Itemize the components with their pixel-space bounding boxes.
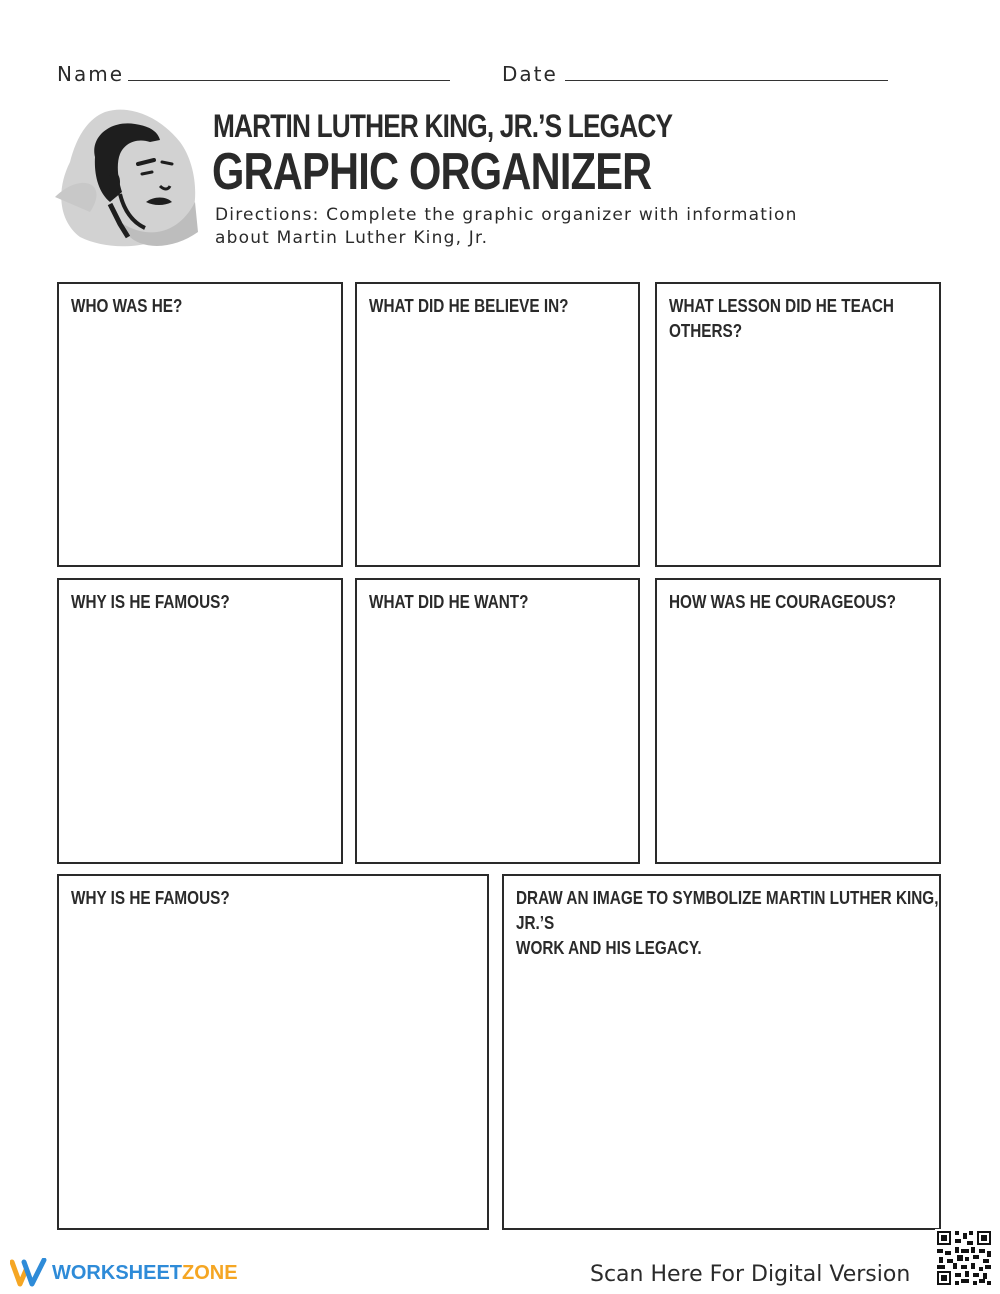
answer-box-why-famous[interactable]: [57, 578, 343, 864]
logo-wordmark: [52, 1262, 238, 1285]
directions-text: [215, 204, 855, 250]
answer-box-what-did-he-want[interactable]: [355, 578, 640, 864]
box-label: WHAT LESSON DID HE TEACH OTHERS?: [669, 296, 894, 341]
answer-box-what-lesson[interactable]: [655, 282, 941, 567]
box-label: WHO WAS HE?: [71, 296, 183, 316]
name-label: Name: [57, 62, 125, 86]
worksheet-title: MARTIN LUTHER KING, JR.’S LEGACY: [213, 108, 673, 144]
worksheetzone-logo-icon: [10, 1258, 48, 1288]
box-label: WHY IS HE FAMOUS?: [71, 592, 230, 612]
answer-box-how-courageous[interactable]: [655, 578, 941, 864]
drawing-box-legacy[interactable]: [502, 874, 941, 1230]
box-label-line-1: DRAW AN IMAGE TO SYMBOLIZE MARTIN LUTHER KING, JR.’S: [516, 888, 939, 933]
logo-word-zone: ZONE: [182, 1261, 238, 1284]
answer-box-why-famous-2[interactable]: [57, 874, 489, 1230]
box-label: WHY IS HE FAMOUS?: [71, 888, 230, 908]
box-label: WHAT DID HE WANT?: [369, 592, 529, 612]
answer-box-who-was-he[interactable]: [57, 282, 343, 567]
box-label: HOW WAS HE COURAGEOUS?: [669, 592, 896, 612]
box-label-line-2: WORK AND HIS LEGACY.: [516, 938, 702, 958]
logo-word-worksheet: WORKSHEET: [52, 1261, 182, 1284]
worksheetzone-logo[interactable]: [10, 1258, 238, 1288]
worksheet-subtitle: GRAPHIC ORGANIZER: [212, 143, 652, 201]
mlk-portrait-image: [50, 102, 200, 250]
directions-line-1: Directions: Complete the graphic organizer with information: [215, 205, 798, 225]
date-label: Date: [502, 62, 558, 86]
name-field[interactable]: [128, 80, 450, 81]
directions-line-2: about Martin Luther King, Jr.: [215, 228, 489, 248]
scan-digital-version-text: Scan Here For Digital Version: [590, 1262, 911, 1287]
qr-code-icon[interactable]: [935, 1229, 993, 1287]
answer-box-what-did-he-believe[interactable]: [355, 282, 640, 567]
box-label: [516, 886, 941, 961]
box-label: WHAT DID HE BELIEVE IN?: [369, 296, 569, 316]
date-field[interactable]: [565, 80, 888, 81]
